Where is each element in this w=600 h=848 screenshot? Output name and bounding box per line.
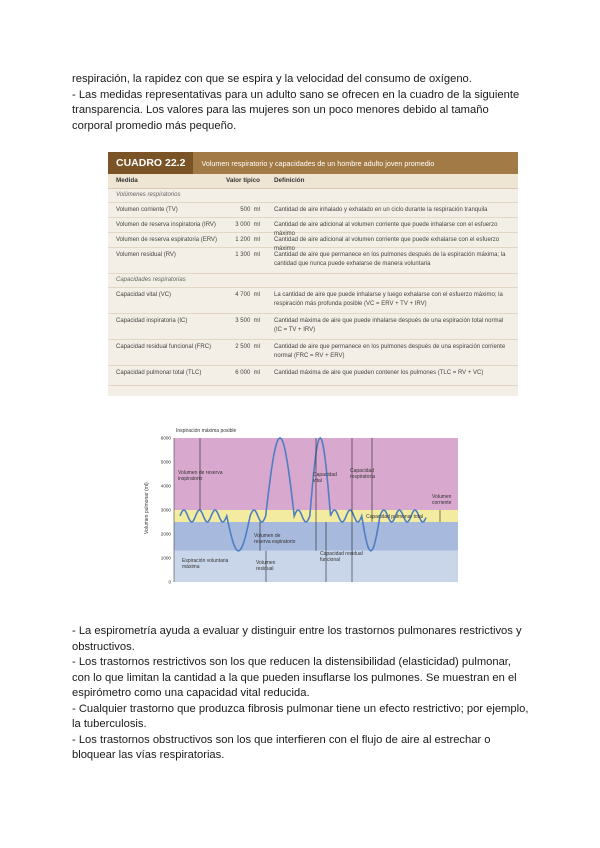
paragraph: - Los trastornos obstructivos son los que interfieren con el flujo de aire al estrechar o bloquear las vías respiratorias. [72, 733, 491, 761]
value-number: 1 300 [235, 252, 251, 258]
cell-definition: Cantidad de aire inhalado y exhalado en un ciclo durante la respiración tranquila [274, 207, 488, 213]
y-tick-label: 5000 [160, 459, 171, 465]
cell-measure: Volumen corriente (TV) [116, 207, 178, 213]
paragraph: - Cualquier trastorno que produzca fibrosis pulmonar tiene un efecto restrictivo; por ejemplo, la tuberculosis. [72, 702, 529, 730]
section-capacities: Capacidades respiratorias [108, 274, 518, 288]
label-irv-2: inspiratorio [178, 476, 203, 482]
cell-definition: Cantidad de aire adicional al volumen corriente que puede exhalarse con el esfuerzo máximo [274, 237, 500, 252]
table-column-headers [108, 174, 518, 189]
label-vital-2: vital [313, 478, 322, 484]
label-residual-1: Volumen [256, 560, 276, 566]
label-frc-2: funcional [320, 557, 341, 563]
value-number: 6 000 [235, 370, 251, 376]
section-volumes: Volúmenes respiratorios [108, 189, 518, 203]
bottom-text [72, 624, 532, 764]
table-row [108, 340, 518, 366]
table-row [108, 203, 518, 218]
value-unit: ml [253, 207, 260, 213]
y-tick-label: 4000 [160, 483, 171, 489]
cell-value [220, 203, 266, 217]
label-erv-2: reserva espiratorio [254, 539, 296, 545]
y-tick-label: 6000 [160, 435, 171, 441]
table-title: Volumen respiratorio y capacidades de un hombre adulto joven promedio [201, 158, 435, 168]
value-number: 3 000 [235, 222, 251, 228]
label-residual-2: residual [256, 566, 274, 572]
cell-value [220, 248, 266, 273]
capacity-rows [108, 288, 518, 386]
col-value: Valor típico [226, 177, 260, 184]
label-total-2: respiratoria [350, 474, 376, 480]
value-unit: ml [253, 252, 260, 258]
value-unit: ml [253, 370, 260, 376]
volume-rows [108, 203, 518, 274]
cell-measure: Capacidad vital (VC) [116, 292, 172, 298]
label-total-1: Capacidad [350, 468, 374, 474]
table-number: CUADRO 22.2 [108, 152, 193, 174]
chart-axis [161, 436, 174, 585]
label-forced-2: máxima [182, 564, 200, 570]
col-definition: Definición [274, 177, 305, 184]
label-irv-1: Volumen de reserva [178, 470, 223, 476]
value-number: 4 700 [235, 292, 251, 298]
y-tick-label: 3000 [160, 507, 171, 513]
paragraph: - Las medidas representativas para un adulto sano se ofrecen en la cuadro de la siguiente transparencia. Los valores para las mujeres son un poco menores debido al tamaño corporal promedio más pequeño. [72, 88, 520, 132]
paragraph: respiración, la rapidez con que se espira y la velocidad del consumo de oxígeno. [72, 73, 472, 85]
cell-measure: Volumen de reserva inspiratoria (IRV) [116, 222, 216, 228]
y-tick-label: 0 [168, 579, 171, 585]
volume-table [108, 152, 518, 396]
label-tidal-2: corriente [432, 500, 452, 506]
value-unit: ml [253, 237, 260, 243]
value-unit: ml [253, 344, 260, 350]
label-frc-1: Capacidad residual [320, 551, 363, 557]
table-header [108, 152, 518, 174]
value-number: 2 500 [235, 344, 251, 350]
value-number: 3 500 [235, 318, 251, 324]
table-row [108, 248, 518, 274]
cell-value [220, 288, 266, 313]
paragraph: - Los trastornos restrictivos son los que reducen la distensibilidad (elasticidad) pulmonar, con lo que limitan la cantidad a la que pueden insuflarse los pulmones. Se muestran en el espirómetro como una capacidad vital reducida. [72, 656, 517, 699]
cell-definition: Cantidad de aire adicional al volumen corriente que puede inhalarse con el esfuerzo máximo [274, 222, 498, 237]
cell-value [220, 366, 266, 385]
cell-value [220, 218, 266, 232]
cell-definition: La cantidad de aire que puede inhalarse y luego exhalarse con el esfuerzo máximo; la respiración más profunda posible (VC = ERV + TV + IRV) [274, 292, 503, 307]
table-row [108, 288, 518, 314]
cell-value [220, 233, 266, 247]
cell-definition: Cantidad de aire que permanece en los pulmones después de una espiración corriente normal (FRC = RV + ERV) [274, 344, 506, 359]
top-text [72, 72, 532, 134]
label-forced-1: Espiración voluntaria [182, 558, 229, 564]
cell-measure: Volumen residual (RV) [116, 252, 176, 258]
table-row [108, 314, 518, 340]
paragraph: - La espirometría ayuda a evaluar y distinguir entre los trastornos pulmonares restrictivos y obstructivos. [72, 625, 522, 653]
cell-definition: Cantidad de aire que permanece en los pulmones después de la espiración máxima; la cantidad que nunca puede exhalarse de manera voluntaria [274, 252, 506, 267]
value-number: 1 200 [235, 237, 251, 243]
col-measure: Medida [116, 177, 138, 184]
label-tidal-1: Volumen [432, 494, 452, 500]
label-erv-1: Volumen de [254, 533, 281, 539]
value-unit: ml [253, 318, 260, 324]
band-3 [174, 551, 458, 582]
table-row [108, 366, 518, 386]
spirogram-chart [140, 424, 460, 596]
label-vital-1: Capacidad [313, 472, 337, 478]
cell-measure: Capacidad inspiratoria (IC) [116, 318, 188, 324]
cell-value [220, 314, 266, 339]
cell-measure: Volumen de reserva espiratoria (ERV) [116, 237, 217, 243]
cell-value [220, 340, 266, 365]
cell-definition: Cantidad máxima de aire que puede inhalarse después de una espiración total normal (IC = TV + IRV) [274, 318, 504, 333]
table-row [108, 218, 518, 237]
value-number: 500 [240, 207, 251, 213]
y-tick-label: 1000 [160, 555, 171, 561]
spirogram-svg [140, 424, 460, 596]
value-unit: ml [253, 292, 260, 298]
cell-measure: Capacidad residual funcional (FRC) [116, 344, 212, 350]
table-row [108, 233, 518, 252]
chart-title: Inspiración máxima posible [176, 428, 237, 434]
value-unit: ml [253, 222, 260, 228]
cell-measure: Capacidad pulmonar total (TLC) [116, 370, 202, 376]
label-inspiratory: Capacidad pulmonar total [366, 514, 423, 520]
cell-definition: Cantidad máxima de aire que pueden contener los pulmones (TLC = RV + VC) [274, 370, 484, 376]
y-axis-label: Volumen pulmonar (ml) [144, 482, 150, 534]
y-tick-label: 2000 [160, 531, 171, 537]
